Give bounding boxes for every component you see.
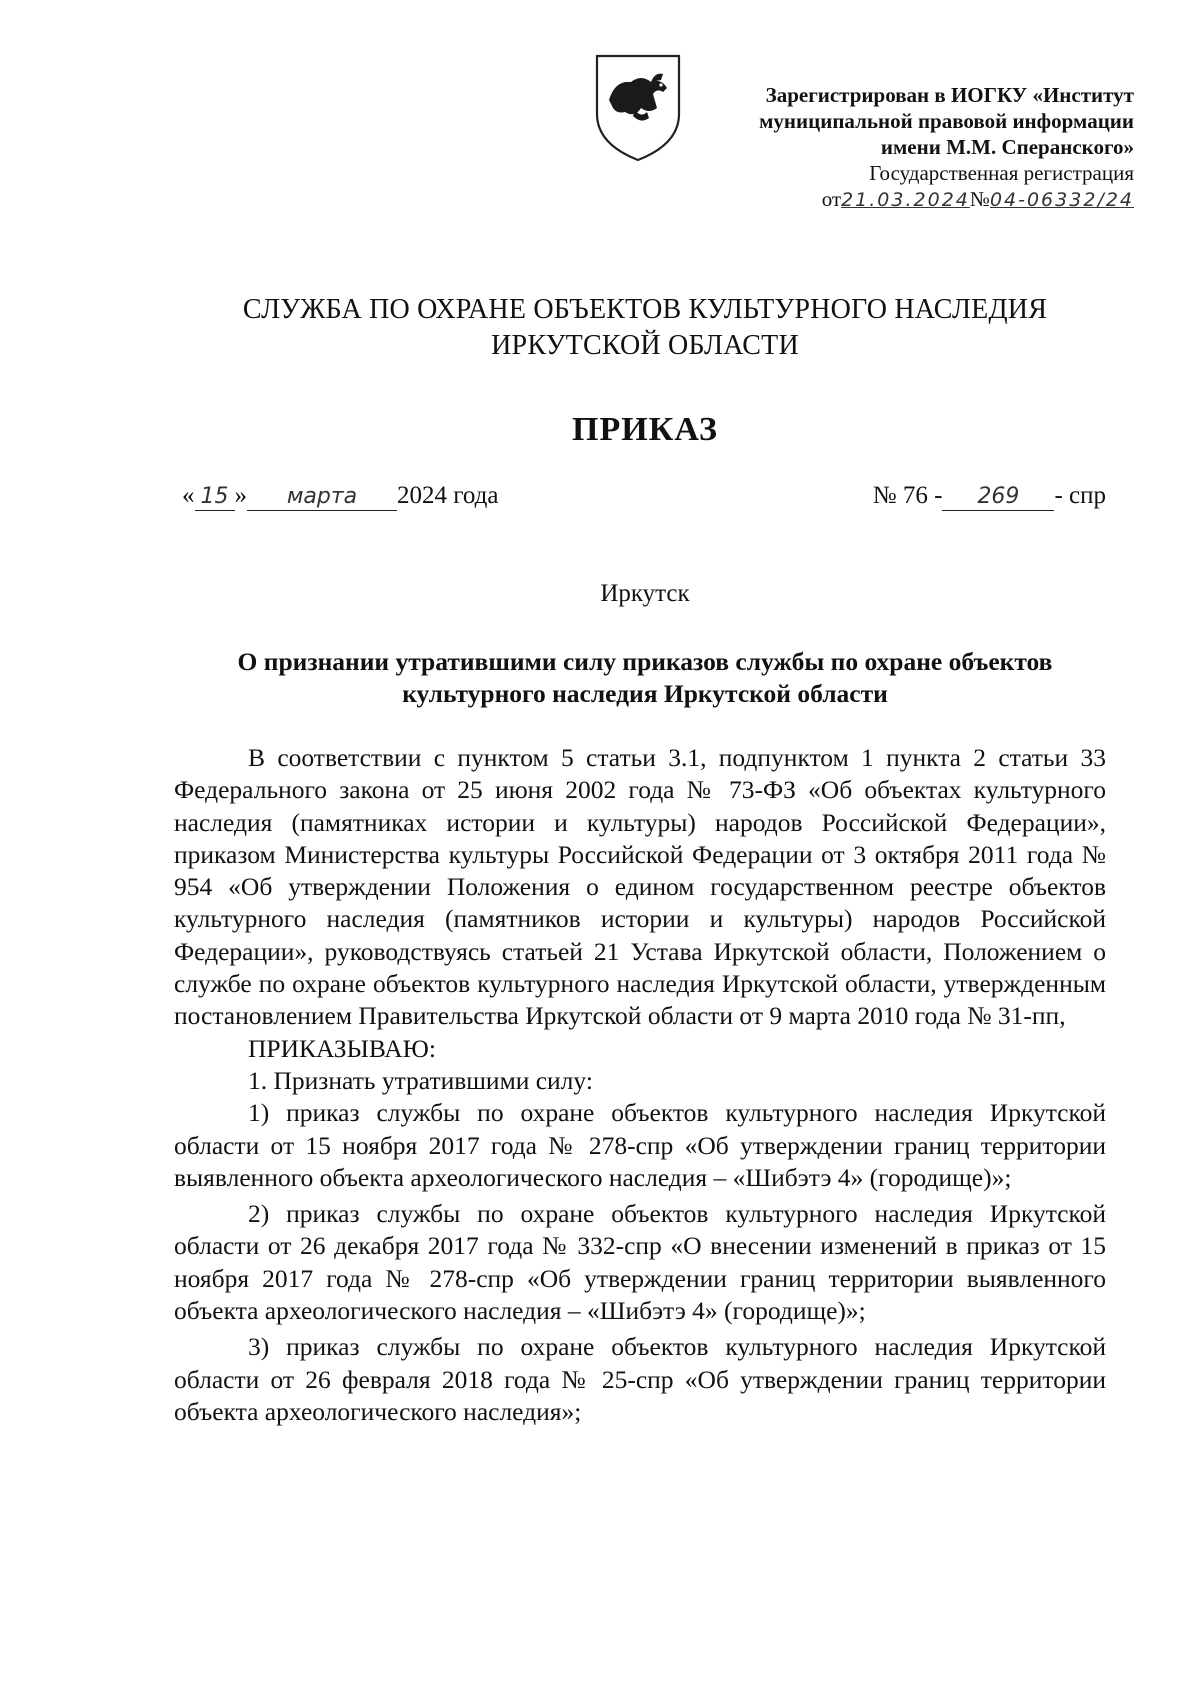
registration-date-handwritten: 21.03.2024 [841, 189, 970, 211]
city-name: Иркутск [600, 580, 690, 607]
registration-stamp [680, 82, 1134, 213]
order-date [182, 482, 498, 511]
order-year: 2024 года [397, 482, 499, 509]
registration-line-2: муниципальной правовой информации [759, 109, 1134, 133]
coat-of-arms-emblem [591, 52, 685, 164]
close-quote: » [234, 482, 247, 509]
date-number-row [182, 482, 1106, 518]
registration-line-1: Зарегистрирован в ИОГКУ «Институт [765, 83, 1134, 107]
open-quote: « [182, 482, 195, 509]
list-item: 1) приказ службы по охране объектов культурного наследия Иркутской области от 15 ноября 2017 года № 278-спр «Об утверждении границ территории выявленного объекта археологического наследия – «Шибэтэ 4» (городище)»; [174, 1098, 1106, 1192]
order-number-handwritten: 269 [942, 484, 1054, 511]
order-subject-line-1: О признании утратившими силу приказов службы по охране объектов [237, 647, 1053, 676]
registration-number-handwritten: 04-06332/24 [989, 189, 1134, 211]
registration-line-3: имени М.М. Сперанского» [880, 135, 1134, 159]
order-number-prefix: № 76 - [872, 482, 943, 509]
order-subject [160, 646, 1130, 710]
list-item: 3) приказ службы по охране объектов культурного наследия Иркутской области от 26 февраля 2018 года № 25-спр «Об утверждении границ территории объекта археологического наследия»; [174, 1332, 1106, 1426]
registration-line-4: Государственная регистрация [869, 161, 1134, 185]
order-number [873, 482, 1106, 511]
point-1: 1. Признать утратившими силу: [248, 1065, 593, 1095]
order-subject-line-2: культурного наследия Иркутской области [402, 679, 888, 708]
registration-date-number [680, 186, 1134, 213]
service-name [0, 292, 1200, 364]
order-body [174, 742, 1106, 1428]
document-type-title: ПРИКАЗ [572, 411, 718, 448]
order-month-handwritten: марта [247, 484, 397, 511]
order-number-suffix: - спр [1054, 482, 1106, 509]
registration-date-prefix: от [821, 187, 842, 211]
order-day-handwritten: 15 [195, 484, 235, 511]
list-item: 2) приказ службы по охране объектов культурного наследия Иркутской области от 26 декабря 2017 года № 332-спр «О внесении изменений в приказ от 15 ноября 2017 года № 278-спр «Об утверждении границ территории выявленного объекта археологического наследия – «Шибэтэ 4» (городище)»; [174, 1199, 1106, 1326]
service-name-line-1: СЛУЖБА ПО ОХРАНЕ ОБЪЕКТОВ КУЛЬТУРНОГО НАСЛЕДИЯ [242, 294, 1048, 325]
registration-number-prefix: № [969, 187, 990, 211]
preamble-paragraph: В соответствии с пунктом 5 статьи 3.1, подпунктом 1 пункта 2 статьи 33 Федерального закона от 25 июня 2002 года № 73-ФЗ «Об объектах культурного наследия (памятниках истории и культуры) народов Российской Федерации», приказом Министерства культуры Российской Федерации от 3 октября 2011 года № 954 «Об утверждении Положения о едином государственном реестре объектов культурного наследия (памятников истории и культуры) народов Российской Федерации», руководствуясь статьей 21 Устава Иркутской области, Положением о службе по охране объектов культурного наследия Иркутской области, утвержденным постановлением Правительства Иркутской области от 9 марта 2010 года № 31-пп, [174, 743, 1106, 1031]
order-word: ПРИКАЗЫВАЮ: [248, 1033, 436, 1063]
service-name-line-2: ИРКУТСКОЙ ОБЛАСТИ [491, 330, 799, 361]
